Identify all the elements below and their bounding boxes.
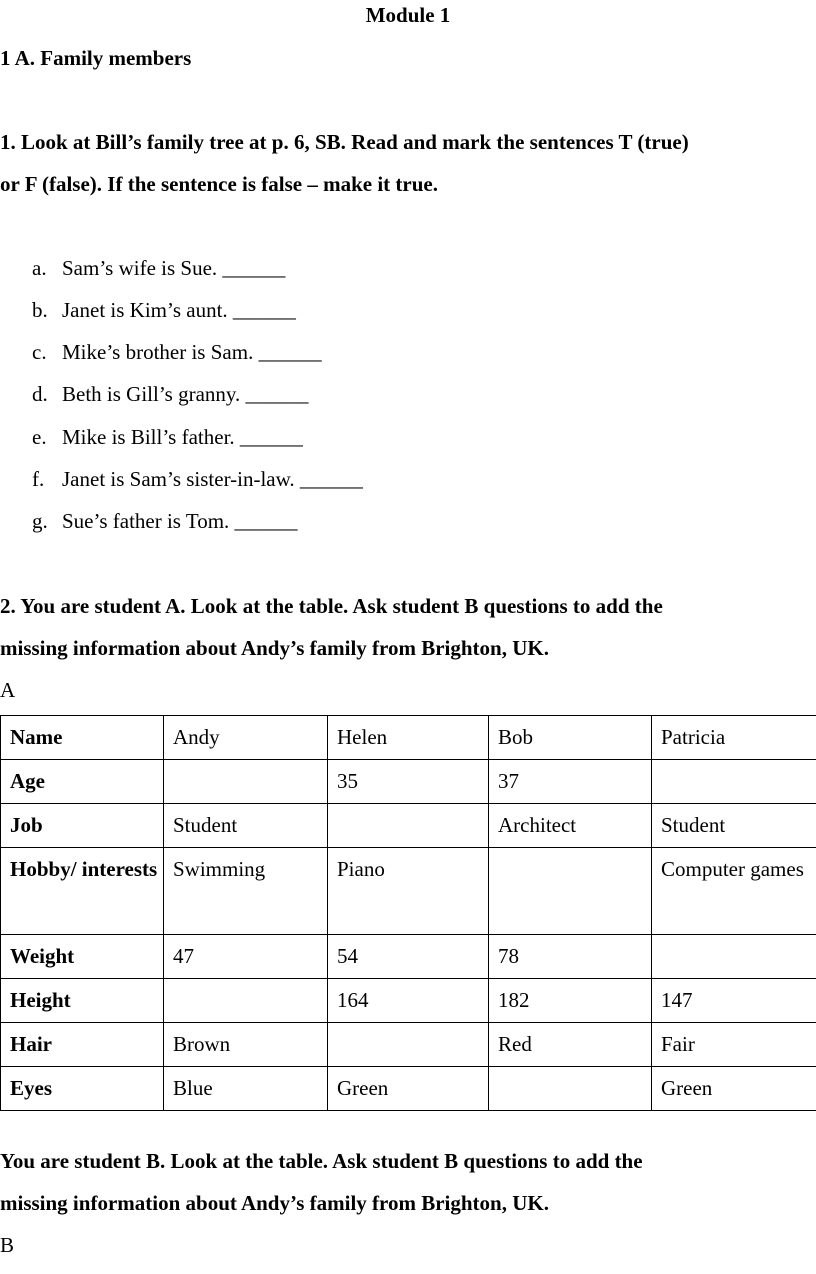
sentence-b <box>32 298 296 322</box>
table-cell: 47 <box>164 935 328 979</box>
table-cell: 164 <box>328 979 489 1023</box>
table-cell <box>652 760 816 804</box>
sentence-c <box>32 340 322 364</box>
table-cell: 37 <box>489 760 652 804</box>
row-header: Weight <box>1 935 164 979</box>
sentence-letter: b. <box>32 298 48 322</box>
table-cell: 182 <box>489 979 652 1023</box>
sentence-text: Janet is Sam’s sister-in-law. ______ <box>62 467 363 491</box>
sentence-f <box>32 467 363 491</box>
sentence-g <box>32 509 298 533</box>
table-label-a: A <box>0 678 16 702</box>
table-cell: 78 <box>489 935 652 979</box>
sentence-a <box>32 256 285 280</box>
exercise2-instruction-line1: 2. You are student A. Look at the table. Ask student B questions to add the <box>0 594 663 618</box>
row-header: Hobby/ interests <box>1 848 164 935</box>
sentence-e <box>32 425 303 449</box>
exercise2-instruction-line2: missing information about Andy’s family from Brighton, UK. <box>0 636 549 660</box>
sentence-text: Janet is Kim’s aunt. ______ <box>62 298 296 322</box>
exercise1-instruction-line1: 1. Look at Bill’s family tree at p. 6, SB. Read and mark the sentences T (true) <box>0 130 689 154</box>
table-cell: Andy <box>164 716 328 760</box>
student-b-instruction-line2: missing information about Andy’s family from Brighton, UK. <box>0 1191 549 1215</box>
table-cell <box>164 760 328 804</box>
row-header: Job <box>1 804 164 848</box>
sentence-letter: e. <box>32 425 47 449</box>
table-cell: Brown <box>164 1023 328 1067</box>
section-heading: 1 A. Family members <box>0 46 192 70</box>
table-cell: 147 <box>652 979 816 1023</box>
row-header: Eyes <box>1 1067 164 1111</box>
table-cell: Student <box>164 804 328 848</box>
module-title <box>0 3 816 27</box>
table-cell <box>489 1067 652 1111</box>
table-cell: Bob <box>489 716 652 760</box>
module-title-text: Module 1 <box>365 3 451 27</box>
table-cell <box>328 1023 489 1067</box>
student-b-instruction-line1: You are student B. Look at the table. Ask student B questions to add the <box>0 1149 643 1173</box>
sentence-text: Mike is Bill’s father. ______ <box>62 425 303 449</box>
table-cell: 35 <box>328 760 489 804</box>
family-info-table <box>0 715 816 1111</box>
row-header: Hair <box>1 1023 164 1067</box>
table-label-b: B <box>0 1233 15 1257</box>
table-row-weight <box>1 935 816 979</box>
table-cell: Piano <box>328 848 489 935</box>
table-row-age <box>1 760 816 804</box>
row-header: Height <box>1 979 164 1023</box>
table-cell: Student <box>652 804 816 848</box>
table-cell <box>652 935 816 979</box>
table-cell: Red <box>489 1023 652 1067</box>
sentence-letter: g. <box>32 509 48 533</box>
table-cell <box>328 804 489 848</box>
table-cell: Green <box>328 1067 489 1111</box>
sentence-letter: c. <box>32 340 47 364</box>
table-cell: Fair <box>652 1023 816 1067</box>
table-cell: Helen <box>328 716 489 760</box>
table-cell: Swimming <box>164 848 328 935</box>
table-cell <box>489 848 652 935</box>
table-row-job <box>1 804 816 848</box>
table-cell: Architect <box>489 804 652 848</box>
sentence-d <box>32 382 309 406</box>
table-row-hobby <box>1 848 816 935</box>
exercise1-instruction-line2: or F (false). If the sentence is false – make it true. <box>0 172 438 196</box>
table-cell: 54 <box>328 935 489 979</box>
table-row-name <box>1 716 816 760</box>
table-cell: Patricia <box>652 716 816 760</box>
table-cell: Computer games <box>652 848 816 935</box>
table-cell <box>164 979 328 1023</box>
row-header: Name <box>1 716 164 760</box>
row-header: Age <box>1 760 164 804</box>
sentence-text: Mike’s brother is Sam. ______ <box>62 340 322 364</box>
sentence-letter: f. <box>32 467 45 491</box>
sentence-letter: a. <box>32 256 47 280</box>
table-row-eyes <box>1 1067 816 1111</box>
sentence-text: Beth is Gill’s granny. ______ <box>62 382 309 406</box>
table-cell: Blue <box>164 1067 328 1111</box>
table-row-hair <box>1 1023 816 1067</box>
table-cell: Green <box>652 1067 816 1111</box>
sentence-text: Sam’s wife is Sue. ______ <box>62 256 286 280</box>
table-row-height <box>1 979 816 1023</box>
sentence-letter: d. <box>32 382 48 406</box>
sentence-text: Sue’s father is Tom. ______ <box>62 509 298 533</box>
